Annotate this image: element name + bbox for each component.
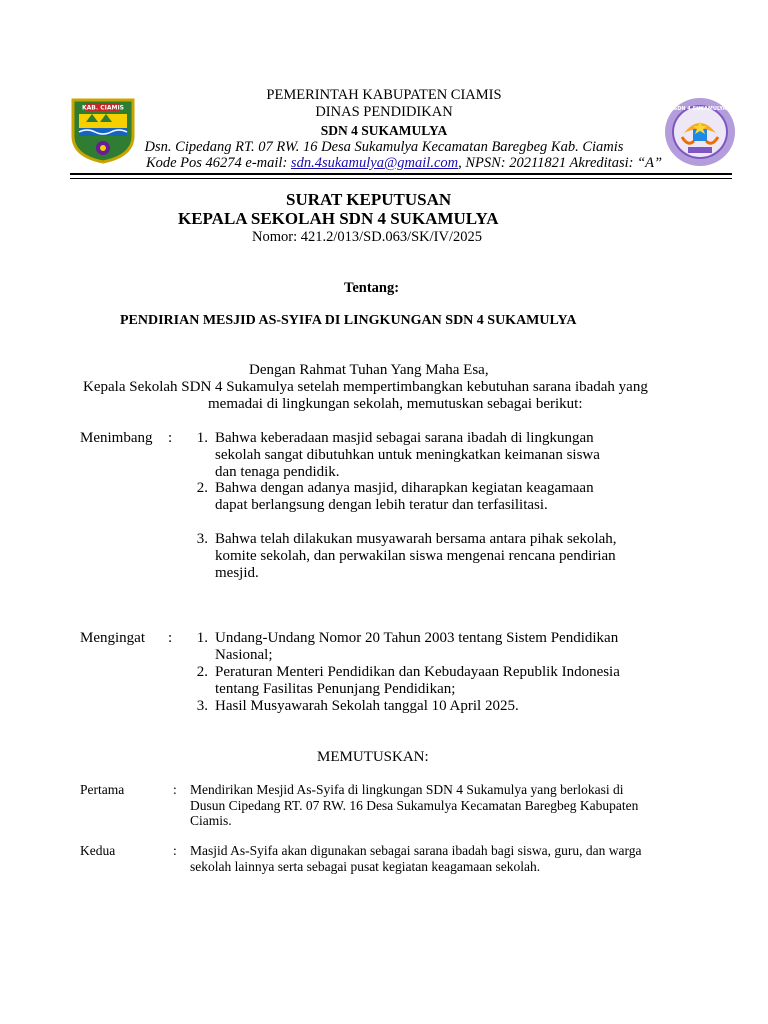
menimbang-item-1: [215, 430, 635, 481]
menimbang-num-1: 1.: [196, 430, 208, 446]
title-line1: SURAT KEPUTUSAN: [286, 190, 452, 209]
menimbang-item-3-line: mesjid.: [215, 565, 259, 581]
pertama-line: Dusun Cipedang RT. 07 RW. 16 Desa Sukamulya Kecamatan Baregbeg Kabupaten: [190, 797, 639, 813]
memutuskan-heading: MEMUTUSKAN:: [317, 749, 429, 765]
opening-line3: memadai di lingkungan sekolah, memutuskan sebagai berikut:: [208, 396, 583, 412]
menimbang-colon: :: [168, 430, 173, 446]
kedua-line: sekolah lainnya serta sebagai pusat kegiatan keagamaan sekolah.: [190, 858, 541, 874]
opening-line1: Dengan Rahmat Tuhan Yang Maha Esa,: [249, 362, 489, 378]
header-rule-thin: [70, 178, 732, 179]
mengingat-num-1: 1.: [196, 630, 208, 646]
mengingat-item-2: [215, 664, 635, 698]
mengingat-item-1-line: Undang-Undang Nomor 20 Tahun 2003 tentang Sistem Pendidikan: [215, 630, 619, 646]
menimbang-item-3: [215, 531, 635, 582]
kedua-label: Kedua: [80, 843, 116, 858]
menimbang-item-3-line: Bahwa telah dilakukan musyawarah bersama antara pihak sekolah,: [215, 531, 617, 547]
menimbang-item-2-line: Bahwa dengan adanya masjid, diharapkan kegiatan keagamaan: [215, 480, 594, 496]
pertama-line: Ciamis.: [190, 813, 232, 828]
menimbang-item-2-line: dapat berlangsung dengan lebih teratur dan terfasilitasi.: [215, 497, 548, 513]
mengingat-colon: :: [168, 630, 173, 646]
menimbang-item-1-line: Bahwa keberadaan masjid sebagai sarana ibadah di lingkungan: [215, 430, 594, 446]
subject-text: PENDIRIAN MESJID AS-SYIFA DI LINGKUNGAN SDN 4 SUKAMULYA: [120, 313, 577, 328]
office-name: DINAS PENDIDIKAN: [315, 104, 453, 120]
menimbang-item-1-line: sekolah sangat dibutuhkan untuk meningkatkan keimanan siswa: [215, 447, 600, 463]
opening-line2: Kepala Sekolah SDN 4 Sukamulya setelah mempertimbangkan kebutuhan sarana ibadah yang: [83, 379, 648, 395]
mengingat-num-2: 2.: [196, 664, 208, 680]
mengingat-item-2-line: tentang Fasilitas Penunjang Pendidikan;: [215, 681, 456, 697]
svg-text:KAB. CIAMIS: KAB. CIAMIS: [81, 104, 125, 112]
menimbang-num-2: 2.: [196, 480, 208, 496]
pertama-text: [190, 782, 710, 829]
pertama-colon: :: [173, 782, 177, 797]
menimbang-item-3-line: komite sekolah, dan perwakilan siswa mengenai rencana pendirian: [215, 548, 616, 564]
mengingat-item-1: [215, 630, 635, 664]
kedua-line: Masjid As-Syifa akan digunakan sebagai sarana ibadah bagi siswa, guru, dan warga: [190, 843, 642, 858]
mengingat-item-3: [215, 698, 635, 715]
school-contact: [20, 155, 768, 172]
subject-label: Tentang:: [344, 280, 400, 296]
mengingat-label: Mengingat: [80, 630, 145, 646]
menimbang-item-1-line: dan tenaga pendidik.: [215, 464, 340, 480]
header-rule-thick: [70, 173, 732, 175]
mengingat-num-3: 3.: [196, 698, 208, 714]
email-link[interactable]: sdn.4sukamulya@gmail.com: [290, 155, 459, 171]
menimbang-num-3: 3.: [196, 531, 208, 547]
school-address: Dsn. Cipedang RT. 07 RW. 16 Desa Sukamulya Kecamatan Baregbeg Kab. Ciamis: [144, 139, 624, 155]
mengingat-item-1-line: Nasional;: [215, 647, 273, 663]
mengingat-item-2-line: Peraturan Menteri Pendidikan dan Kebudayaan Republik Indonesia: [215, 664, 620, 680]
kedua-colon: :: [173, 843, 177, 858]
title-line2: KEPALA SEKOLAH SDN 4 SUKAMULYA: [178, 209, 499, 228]
pertama-label: Pertama: [80, 782, 125, 797]
menimbang-item-2: [215, 480, 635, 514]
mengingat-item-3-line: Hasil Musyawarah Sekolah tanggal 10 April 2025.: [215, 698, 519, 714]
decree-number: Nomor: 421.2/013/SD.063/SK/IV/2025: [252, 229, 482, 245]
govt-name: PEMERINTAH KABUPATEN CIAMIS: [266, 87, 502, 103]
pertama-line: Mendirikan Mesjid As-Syifa di lingkungan SDN 4 Sukamulya yang berlokasi di: [190, 782, 624, 797]
school-name: SDN 4 SUKAMULYA: [320, 123, 448, 138]
contact-suffix: , NPSN: 20211821 Akreditasi: “A”: [458, 155, 663, 171]
kedua-text: [190, 843, 710, 874]
svg-text:SDN 4 SUKAMULYA: SDN 4 SUKAMULYA: [673, 106, 727, 112]
menimbang-label: Menimbang: [80, 430, 153, 446]
contact-prefix: Kode Pos 46274 e-mail:: [145, 155, 291, 171]
